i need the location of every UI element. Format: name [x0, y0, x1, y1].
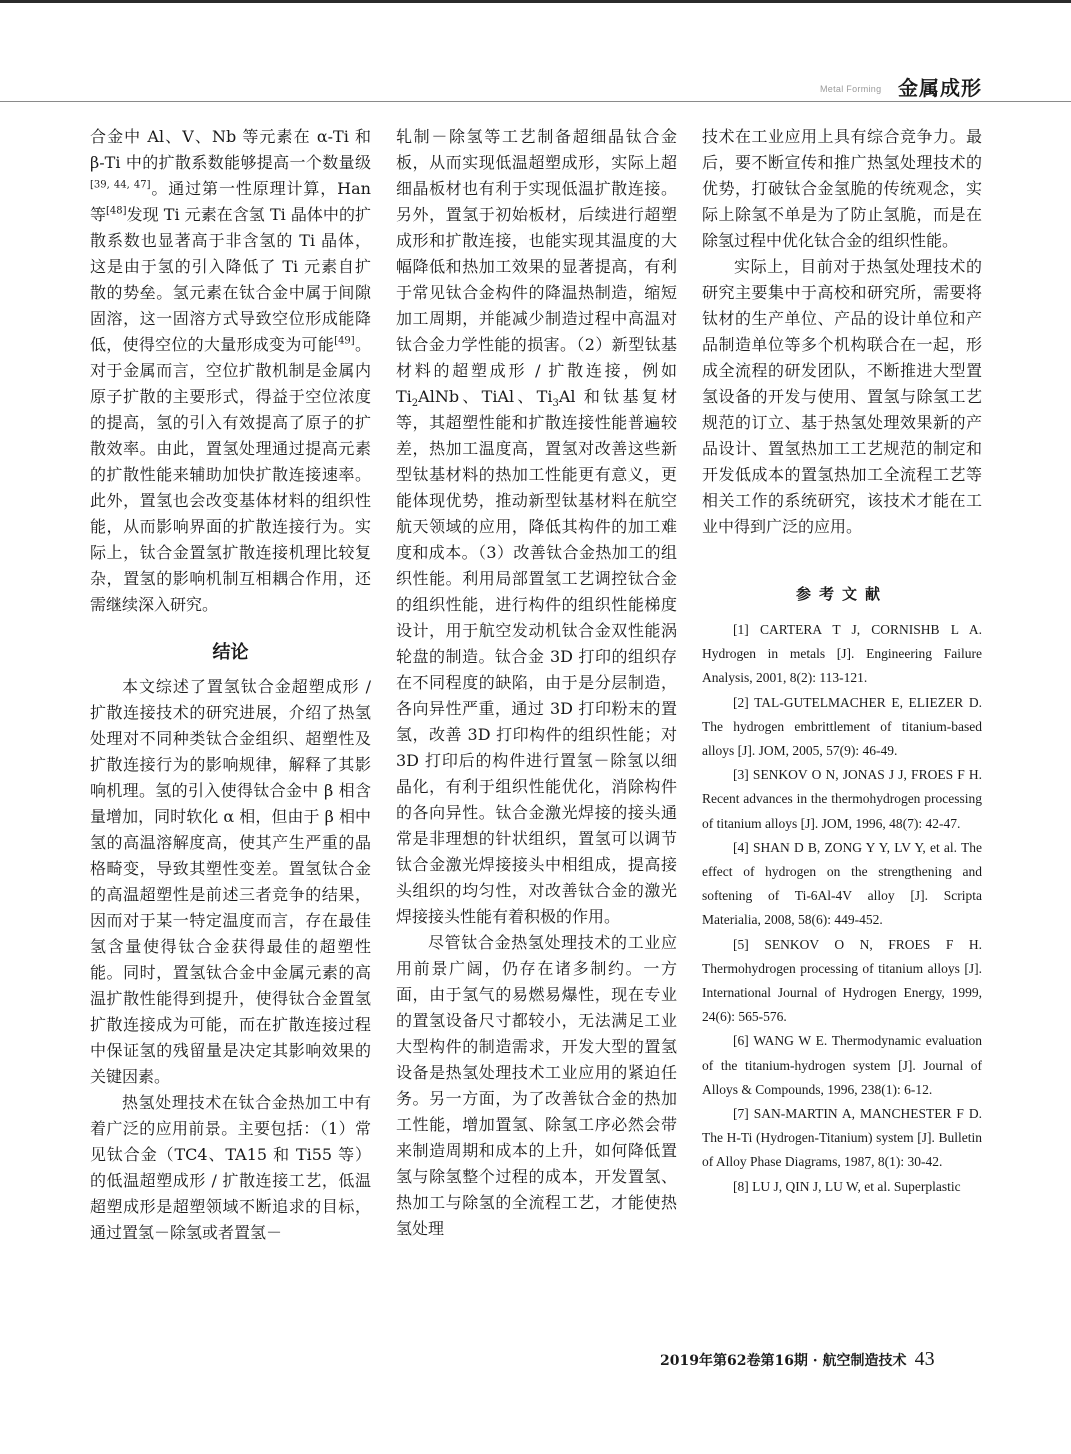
text-column-1 [90, 124, 371, 1246]
text-column-3 [702, 124, 982, 1199]
page-footer [660, 1348, 935, 1371]
text-column-2 [396, 124, 677, 1242]
paragraph [90, 124, 371, 618]
subscript: 3 [552, 398, 559, 410]
section-heading-conclusion: 结论 [212, 642, 249, 663]
citation: [49] [334, 335, 355, 347]
reference-item: [7] SAN-MARTIN A, MANCHESTER F D. The H-Ti (Hydrogen-Titanium) system [J]. Bulletin of Alloy Phase Diagrams, 1987, 8(1): 30-42. [702, 1106, 982, 1170]
paragraph: 本文综述了置氢钛合金超塑成形 / 扩散连接技术的研究进展，介绍了热氢处理对不同种类钛合金组织、超塑性及扩散连接行为的影响规律，解释了其影响机理。氢的引入使得钛合金中 β 相含量增加，同时软化 α 相，但由于 β 相中氢的高温溶解度高，使其产生严重的晶格畸变，导致其塑性变差。置氢钛合金的高温超塑性是前述三者竞争的结果，因而对于某一特定温度而言，存在最佳氢含量使得钛合金获得最佳的超塑性能。同时，置氢钛合金中金属元素的高温扩散性能得到提升，使得钛合金置氢扩散连接成为可能，而在扩散连接过程中保证氢的残留量是决定其影响效果的关键因素。 [90, 677, 371, 1086]
reference-item: [4] SHAN D B, ZONG Y Y, LV Y, et al. The effect of hydrogen on the strengthening and softening of Ti-6Al-4V alloy [J]. Scripta Materialia, 2008, 58(6): 449-452. [702, 839, 982, 928]
paragraph: 技术在工业应用上具有综合竞争力。最后，要不断宣传和推广热氢处理技术的优势，打破钛合金氢脆的传统观念，实际上除氢不单是为了防止氢脆，而是在除氢过程中优化钛合金的组织性能。 [702, 127, 982, 250]
top-rule [0, 0, 1071, 3]
text-run: 合金中 Al、V、Nb 等元素在 α-Ti 和 β-Ti 中的扩散系数能够提高一个数量级 [90, 127, 371, 172]
text-run: 发现 Ti 元素在含氢 Ti 晶体中的扩散系数也显著高于非含氢的 Ti 晶体，这是由于氢的引入降低了 Ti 元素自扩散的势垒。氢元素在钛合金中属于间隙固溶，这一固溶方式导致空位形成能降低，使得空位的大量形成变为可能 [90, 205, 371, 354]
reference-item: [8] LU J, QIN J, LU W, et al. Superplastic [733, 1178, 961, 1194]
references-heading: 参考文献 [795, 585, 888, 603]
paragraph: 热氢处理技术在钛合金热加工中有着广泛的应用前景。主要包括：（1）常见钛合金（TC4、TA15 和 Ti55 等）的低温超塑成形 / 扩散连接工艺，低温超塑成形是超塑领域不断追求的目标，通过置氢－除氢或者置氢－ [90, 1093, 371, 1242]
text-run: 。对于金属而言，空位扩散机制是金属内原子扩散的主要形式，得益于空位浓度的提高，氢的引入有效提高了原子的扩散效率。由此，置氢处理通过提高元素的扩散性能来辅助加快扩散连接速率。此外，置氢也会改变基体材料的组织性能，从而影响界面的扩散连接行为。实际上，钛合金置氢扩散连接机理比较复杂，置氢的影响机制互相耦合作用，还需继续深入研究。 [90, 335, 371, 614]
page-number: 43 [914, 1348, 935, 1370]
text-run: Al 和钛基复材等，其超塑性能和扩散连接性能普遍较差，热加工温度高，置氢对改善这些新型钛基材料的热加工性能更有意义，更能体现优势，推动新型钛基材料在航空航天领域的应用，降低其构件的加工难度和成本。（3）改善钛合金热加工的组织性能。利用局部置氢工艺调控钛合金的组织性能，进行构件的组织性能梯度设计，用于航空发动机钛合金双性能涡轮盘的制造。钛合金 3D 打印的组织存在不同程度的缺陷，由于是分层制造，各向异性严重，通过 3D 打印粉末的置氢，改善 3D 打印构件的组织性能；对 3D 打印后的构件进行置氢－除氢以细晶化，有利于组织性能优化，消除构件的各向异性。钛合金激光焊接的接头通常是非理想的针状组织，置氢可以调节钛合金激光焊接接头中相组成，提高接头组织的均匀性，对改善钛合金的激光焊接接头性能有着积极的作用。 [396, 387, 677, 926]
text-run: 轧制－除氢等工艺制备超细晶钛合金板，从而实现低温超塑成形，实际上超细晶板材也有利于实现低温扩散连接。另外，置氢于初始板材，后续进行超塑成形和扩散连接，也能实现其温度的大幅降低和热加工效果的显著提高，有利于常见钛合金构件的降温热制造，缩短加工周期，并能减少制造过程中高温对钛合金力学性能的损害。（2）新型钛基材料的超塑成形 / 扩散连接，例如 Ti [396, 127, 677, 406]
paragraph: 尽管钛合金热氢处理技术的工业应用前景广阔，仍存在诸多制约。一方面，由于氢气的易燃易爆性，现在专业的置氢设备尺寸都较小，无法满足工业大型构件的制造需求，开发大型的置氢设备是热氢处理技术工业应用的紧迫任务。另一方面，为了改善钛合金的热加工性能，增加置氢、除氢工序必然会带来制造周期和成本的上升，如何降低置氢与除氢整个过程的成本，开发置氢、热加工与除氢的全流程工艺，才能使热氢处理 [396, 933, 677, 1238]
text-run: AlNb、TiAl、Ti [418, 387, 553, 406]
reference-item: [1] CARTERA T J, CORNISHB L A. Hydrogen in metals [J]. Engineering Failure Analysis, 2001, 8(2): 113-121. [702, 622, 982, 686]
paragraph: 实际上，目前对于热氢处理技术的研究主要集中于高校和研究所，需要将钛材的生产单位、产品的设计单位和产品制造单位等多个机构联合在一起，形成全流程的研发团队，不断推进大型置氢设备的开发与使用、置氢与除氢工艺规范的订立、基于热氢处理效果新的产品设计、置氢热加工工艺规范的制定和开发低成本的置氢热加工全流程工艺等相关工作的系统研究，该技术才能在工业中得到广泛的应用。 [702, 257, 982, 536]
reference-item: [2] TAL-GUTELMACHER E, ELIEZER D. The hydrogen embrittlement of titanium-based alloys [J]. JOM, 2005, 57(9): 46-49. [702, 694, 982, 759]
reference-item: [6] WANG W E. Thermodynamic evaluation of the titanium-hydrogen system [J]. Journal of Alloys & Compounds, 1996, 238(1): 6-12. [702, 1033, 982, 1097]
journal-section-cn: 金属成形 [898, 76, 982, 100]
reference-item: [3] SENKOV O N, JONAS J J, FROES F H. Recent advances in the thermohydrogen processing of titanium alloys [J]. JOM, 1996, 48(7): 42-47. [702, 767, 982, 831]
reference-item: [5] SENKOV O N, FROES F H. Thermohydrogen processing of titanium alloys [J]. International Journal of Hydrogen Energy, 1999, 24(6): 565-576. [702, 936, 982, 1025]
header-rule [0, 101, 1071, 102]
paragraph [396, 124, 677, 930]
citation: [39, 44, 47] [90, 179, 151, 191]
subscript: 2 [411, 398, 419, 410]
text-run: 。通过第一性原理计算，Han 等 [90, 179, 371, 224]
journal-section-en: Metal Forming [820, 84, 882, 94]
journal-issue-info: 2019年第62卷第16期 · 航空制造技术 [660, 1353, 907, 1369]
citation: [48] [106, 205, 127, 217]
reference-list [702, 618, 982, 1199]
